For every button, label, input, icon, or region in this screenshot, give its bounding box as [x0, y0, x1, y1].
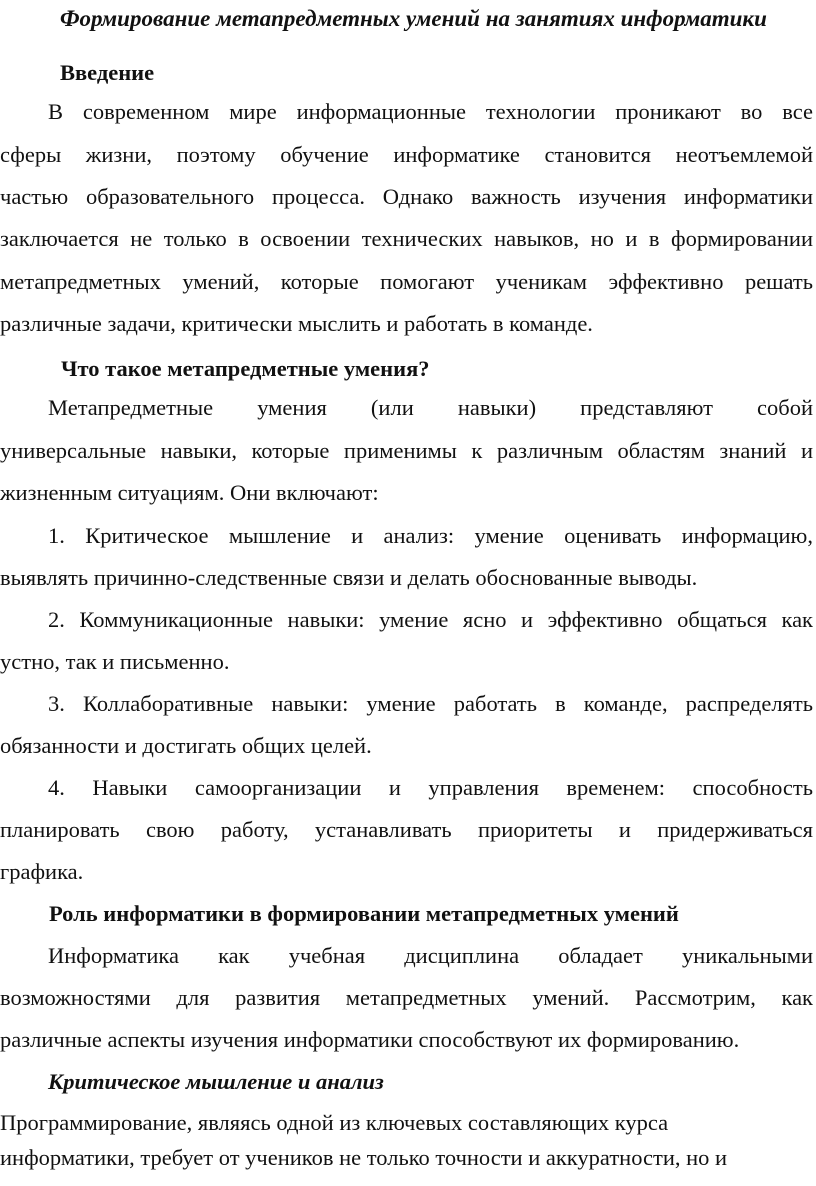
list-item-2-line-2: устно, так и письменно.	[0, 649, 230, 674]
what-line-3: жизненным ситуациям. Они включают:	[0, 480, 379, 505]
intro-line-4: заключается не только в освоении технических навыков, но и в формировании	[0, 226, 813, 251]
list-item-3-line-2: обязанности и достигать общих целей.	[0, 733, 372, 758]
document-title: Формирование метапредметных умений на занятиях информатики	[60, 6, 767, 31]
intro-line-1: В современном мире информационные технологии проникают во все	[48, 99, 813, 124]
list-item-3-line-1: 3. Коллаборативные навыки: умение работать в команде, распределять	[48, 691, 813, 716]
what-line-1: Метапредметные умения (или навыки) представляют собой	[48, 395, 813, 420]
intro-line-6: различные задачи, критически мыслить и работать в команде.	[0, 311, 593, 336]
heading-intro: Введение	[60, 60, 155, 85]
role-line-3: различные аспекты изучения информатики способствуют их формированию.	[0, 1027, 740, 1052]
role-line-2: возможностями для развития метапредметных умений. Рассмотрим, как	[0, 985, 813, 1010]
critical-line-1: Программирование, являясь одной из ключевых составляющих курса	[0, 1110, 669, 1135]
heading-what: Что такое метапредметные умения?	[61, 356, 430, 381]
what-line-2: универсальные навыки, которые применимы к различным областям знаний и	[0, 438, 813, 463]
intro-line-2: сферы жизни, поэтому обучение информатике становится неотъемлемой	[0, 142, 813, 167]
list-item-1-line-1: 1. Критическое мышление и анализ: умение оценивать информацию,	[48, 523, 813, 548]
list-item-4-line-3: графика.	[0, 859, 84, 884]
role-line-1: Информатика как учебная дисциплина обладает уникальными	[48, 943, 813, 968]
heading-critical: Критическое мышление и анализ	[48, 1069, 384, 1094]
list-item-4-line-2: планировать свою работу, устанавливать приоритеты и придерживаться	[0, 817, 813, 842]
heading-role: Роль информатики в формировании метапредметных умений	[49, 901, 679, 926]
list-item-2-line-1: 2. Коммуникационные навыки: умение ясно и эффективно общаться как	[48, 607, 813, 632]
list-item-4-line-1: 4. Навыки самоорганизации и управления временем: способность	[48, 775, 813, 800]
intro-line-5: метапредметных умений, которые помогают ученикам эффективно решать	[0, 269, 813, 294]
intro-line-3: частью образовательного процесса. Однако важность изучения информатики	[0, 184, 813, 209]
list-item-1-line-2: выявлять причинно-следственные связи и делать обоснованные выводы.	[0, 565, 698, 590]
critical-line-2: информатики, требует от учеников не только точности и аккуратности, но и	[0, 1145, 728, 1170]
